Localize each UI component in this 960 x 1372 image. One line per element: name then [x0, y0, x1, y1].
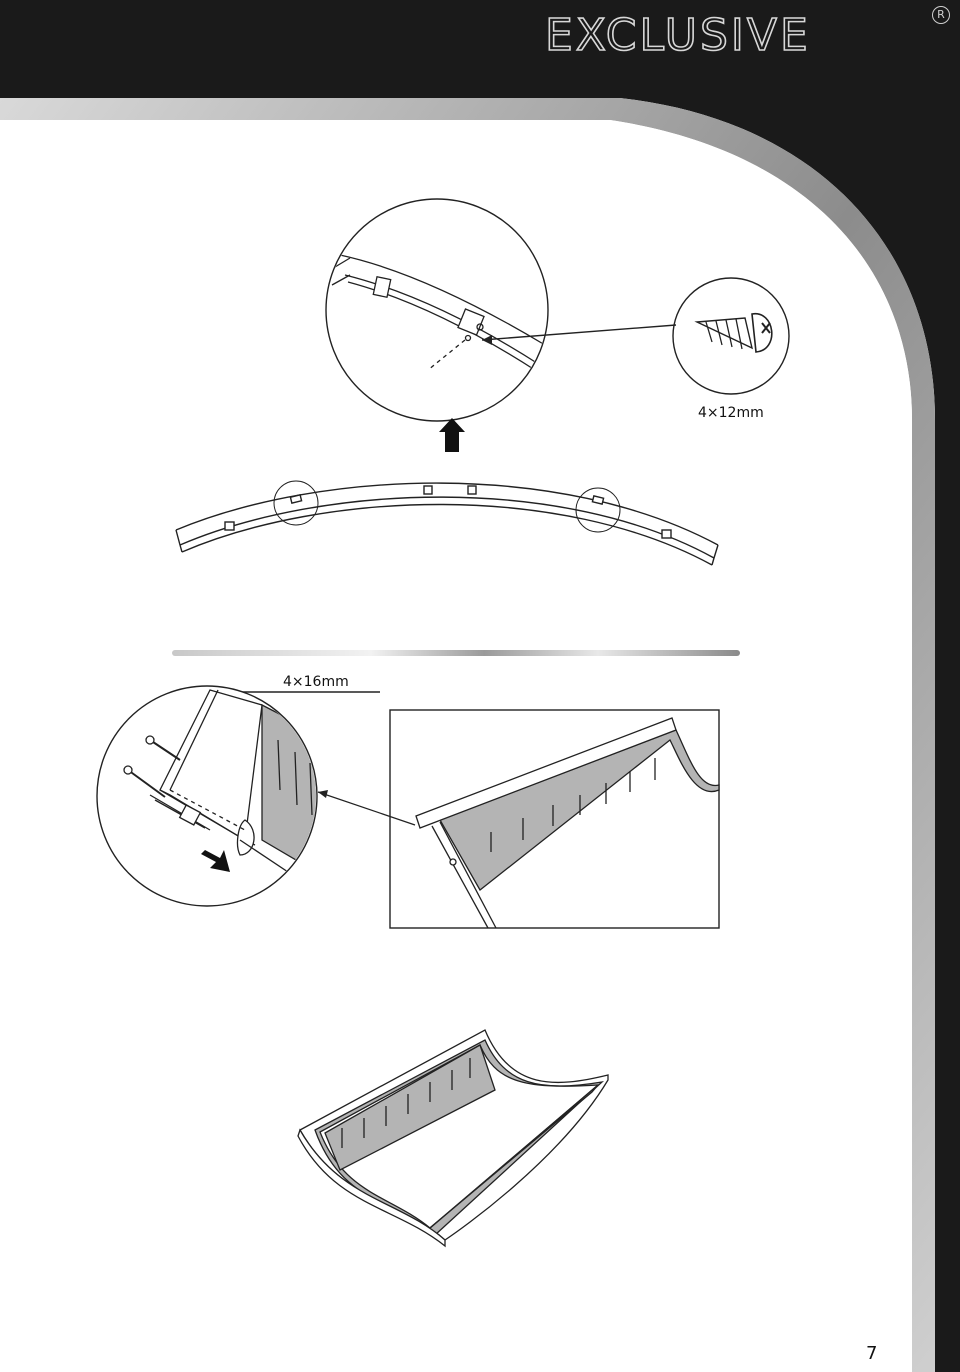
screw-size-label-step1: 4×12mm: [698, 405, 764, 421]
page-number: 7: [866, 1343, 878, 1364]
detail-circle-panel: [97, 686, 330, 906]
screw-size-label-step2: 4×16mm: [283, 674, 349, 690]
finished-canopy: [298, 1030, 608, 1246]
brand-logo: EXCLUSIVE: [545, 10, 811, 61]
screw-4x12-detail: [673, 278, 789, 394]
up-arrow-icon: [439, 418, 465, 452]
registered-mark: R: [932, 6, 950, 24]
curved-rail: [176, 481, 718, 565]
detail-circle-rail: [326, 199, 548, 421]
section-divider: [172, 650, 740, 656]
panel-assembly-box: [318, 710, 719, 928]
